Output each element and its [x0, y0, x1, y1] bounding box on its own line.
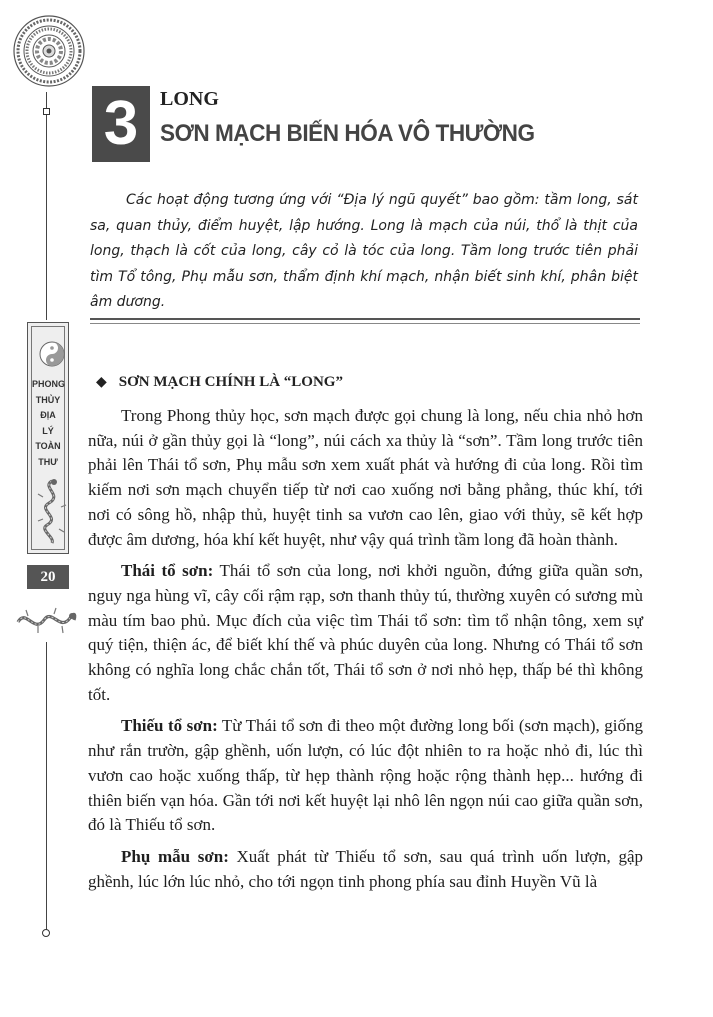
- decor-line-bottom: [46, 642, 47, 932]
- book-title-line: PHONG: [32, 379, 66, 389]
- book-title-line: ĐỊA: [40, 410, 56, 420]
- divider-thin: [90, 323, 640, 324]
- paragraph-text: Từ Thái tổ sơn đi theo một đường long bối (sơn mạch), giống như rắn trườn, gập ghềnh, uốn lượn, có lúc đột nhiên to ra hoặc nhỏ đi, lúc thì vươn cao hoặc xuống thấp, từ hẹp thành rộng hoặc rộng thành hẹp... hướng đi thiên biến vạn hóa. Gần tới nơi kết huyệt lại nhô lên ngọn núi cao giữa quần sơn, đó là Thiếu tổ sơn.: [88, 716, 643, 835]
- square-marker: [43, 108, 50, 115]
- intro-paragraph: Các hoạt động tương ứng với “Địa lý ngũ quyết” bao gồm: tầm long, sát sa, quan thủy, điểm huyệt, lập hướng. Long là mạch của núi, thổ là thịt của long, thạch là cốt của long, cây cỏ là tóc của long. Tầm long trước tiên phải tìm Tổ tông, Phụ mẫu sơn, thẩm định khí mạch, nhận biết sinh khí, phân biệt âm dương.: [90, 192, 638, 310]
- chapter-title-line1: LONG: [160, 88, 219, 110]
- divider: [90, 318, 640, 320]
- chapter-title-line2: SƠN MẠCH BIẾN HÓA VÔ THƯỜNG: [160, 120, 535, 147]
- paragraph-text: Xuất phát từ Thiếu tổ sơn, sau quá trình uốn lượn, gập ghềnh, lúc lớn lúc nhỏ, cho tới ngọn tinh phong phía sau đỉnh Huyền Vũ là: [88, 846, 643, 891]
- term-bold: Phụ mẫu sơn:: [121, 846, 229, 866]
- section-heading-text: SƠN MẠCH CHÍNH LÀ “LONG”: [118, 374, 343, 390]
- book-title-line: THỦY: [35, 394, 61, 405]
- body-text: [88, 404, 643, 901]
- circle-marker: [42, 929, 50, 937]
- section-heading: [96, 374, 343, 391]
- paragraph: [88, 714, 643, 838]
- paragraph-text: Thái tổ sơn của long, nơi khởi nguồn, đứng giữa quần sơn, nguy nga hùng vĩ, cây cối rậm rạp, sơn thanh thủy tú, thường xuyên có sương mù màu tím bao phủ. Mục đích của việc tìm Thái tổ sơn: tìm tổ nhận tông, xem sự quý tiện, thiện ác, để biết khí thế và phúc duyên của long. Nhưng có Thái tổ sơn không có nghĩa long chắc chắn tốt, Thái tổ sơn ở nơi nhỏ hẹp, thấp bé thì không tốt.: [88, 561, 643, 704]
- decor-line-top: [46, 92, 47, 320]
- book-title-line: THƯ: [38, 456, 58, 467]
- book-title-line: LÝ: [42, 425, 54, 436]
- book-title-line: TOÀN: [35, 441, 61, 451]
- intro-block: [90, 188, 638, 316]
- sidebar-frame: [31, 326, 65, 550]
- dragon-icon: [35, 477, 69, 547]
- term-bold: Thái tổ sơn:: [121, 561, 214, 581]
- dragon-icon: [14, 600, 78, 640]
- paragraph: [88, 845, 643, 894]
- paragraph: Trong Phong thủy học, sơn mạch được gọi chung là long, nếu chia nhỏ hơn nữa, núi ở gần thủy gọi là “long”, núi cách xa thủy là “sơn”. Tầm long trước tiên phải lên Thái tổ sơn, Phụ mẫu sơn xem xuất phát và hướng đi của long. Rồi tìm kiếm nơi sơn mạch chuyển tiếp từ nơi cao xuống nơi bằng phẳng, thúc khí, tới nơi có sông hồ, nhập thủ, huyệt tinh sa vươn cao lên, giao với thủy, sẽ kết hợp được âm dương, hóa khí kết huyệt, như vậy quá trình tầm long đã hoàn thành.: [88, 406, 643, 549]
- page-number: 20: [27, 565, 69, 589]
- paragraph: [88, 559, 643, 707]
- book-title-vertical: [32, 377, 64, 470]
- yin-yang-icon: [39, 341, 65, 367]
- ornamental-medallion-icon: [12, 14, 86, 88]
- term-bold: Thiếu tổ sơn:: [121, 716, 218, 736]
- chapter-number: 3: [92, 86, 150, 162]
- sidebar-panel: [27, 322, 69, 554]
- diamond-bullet-icon: ◆: [96, 374, 107, 390]
